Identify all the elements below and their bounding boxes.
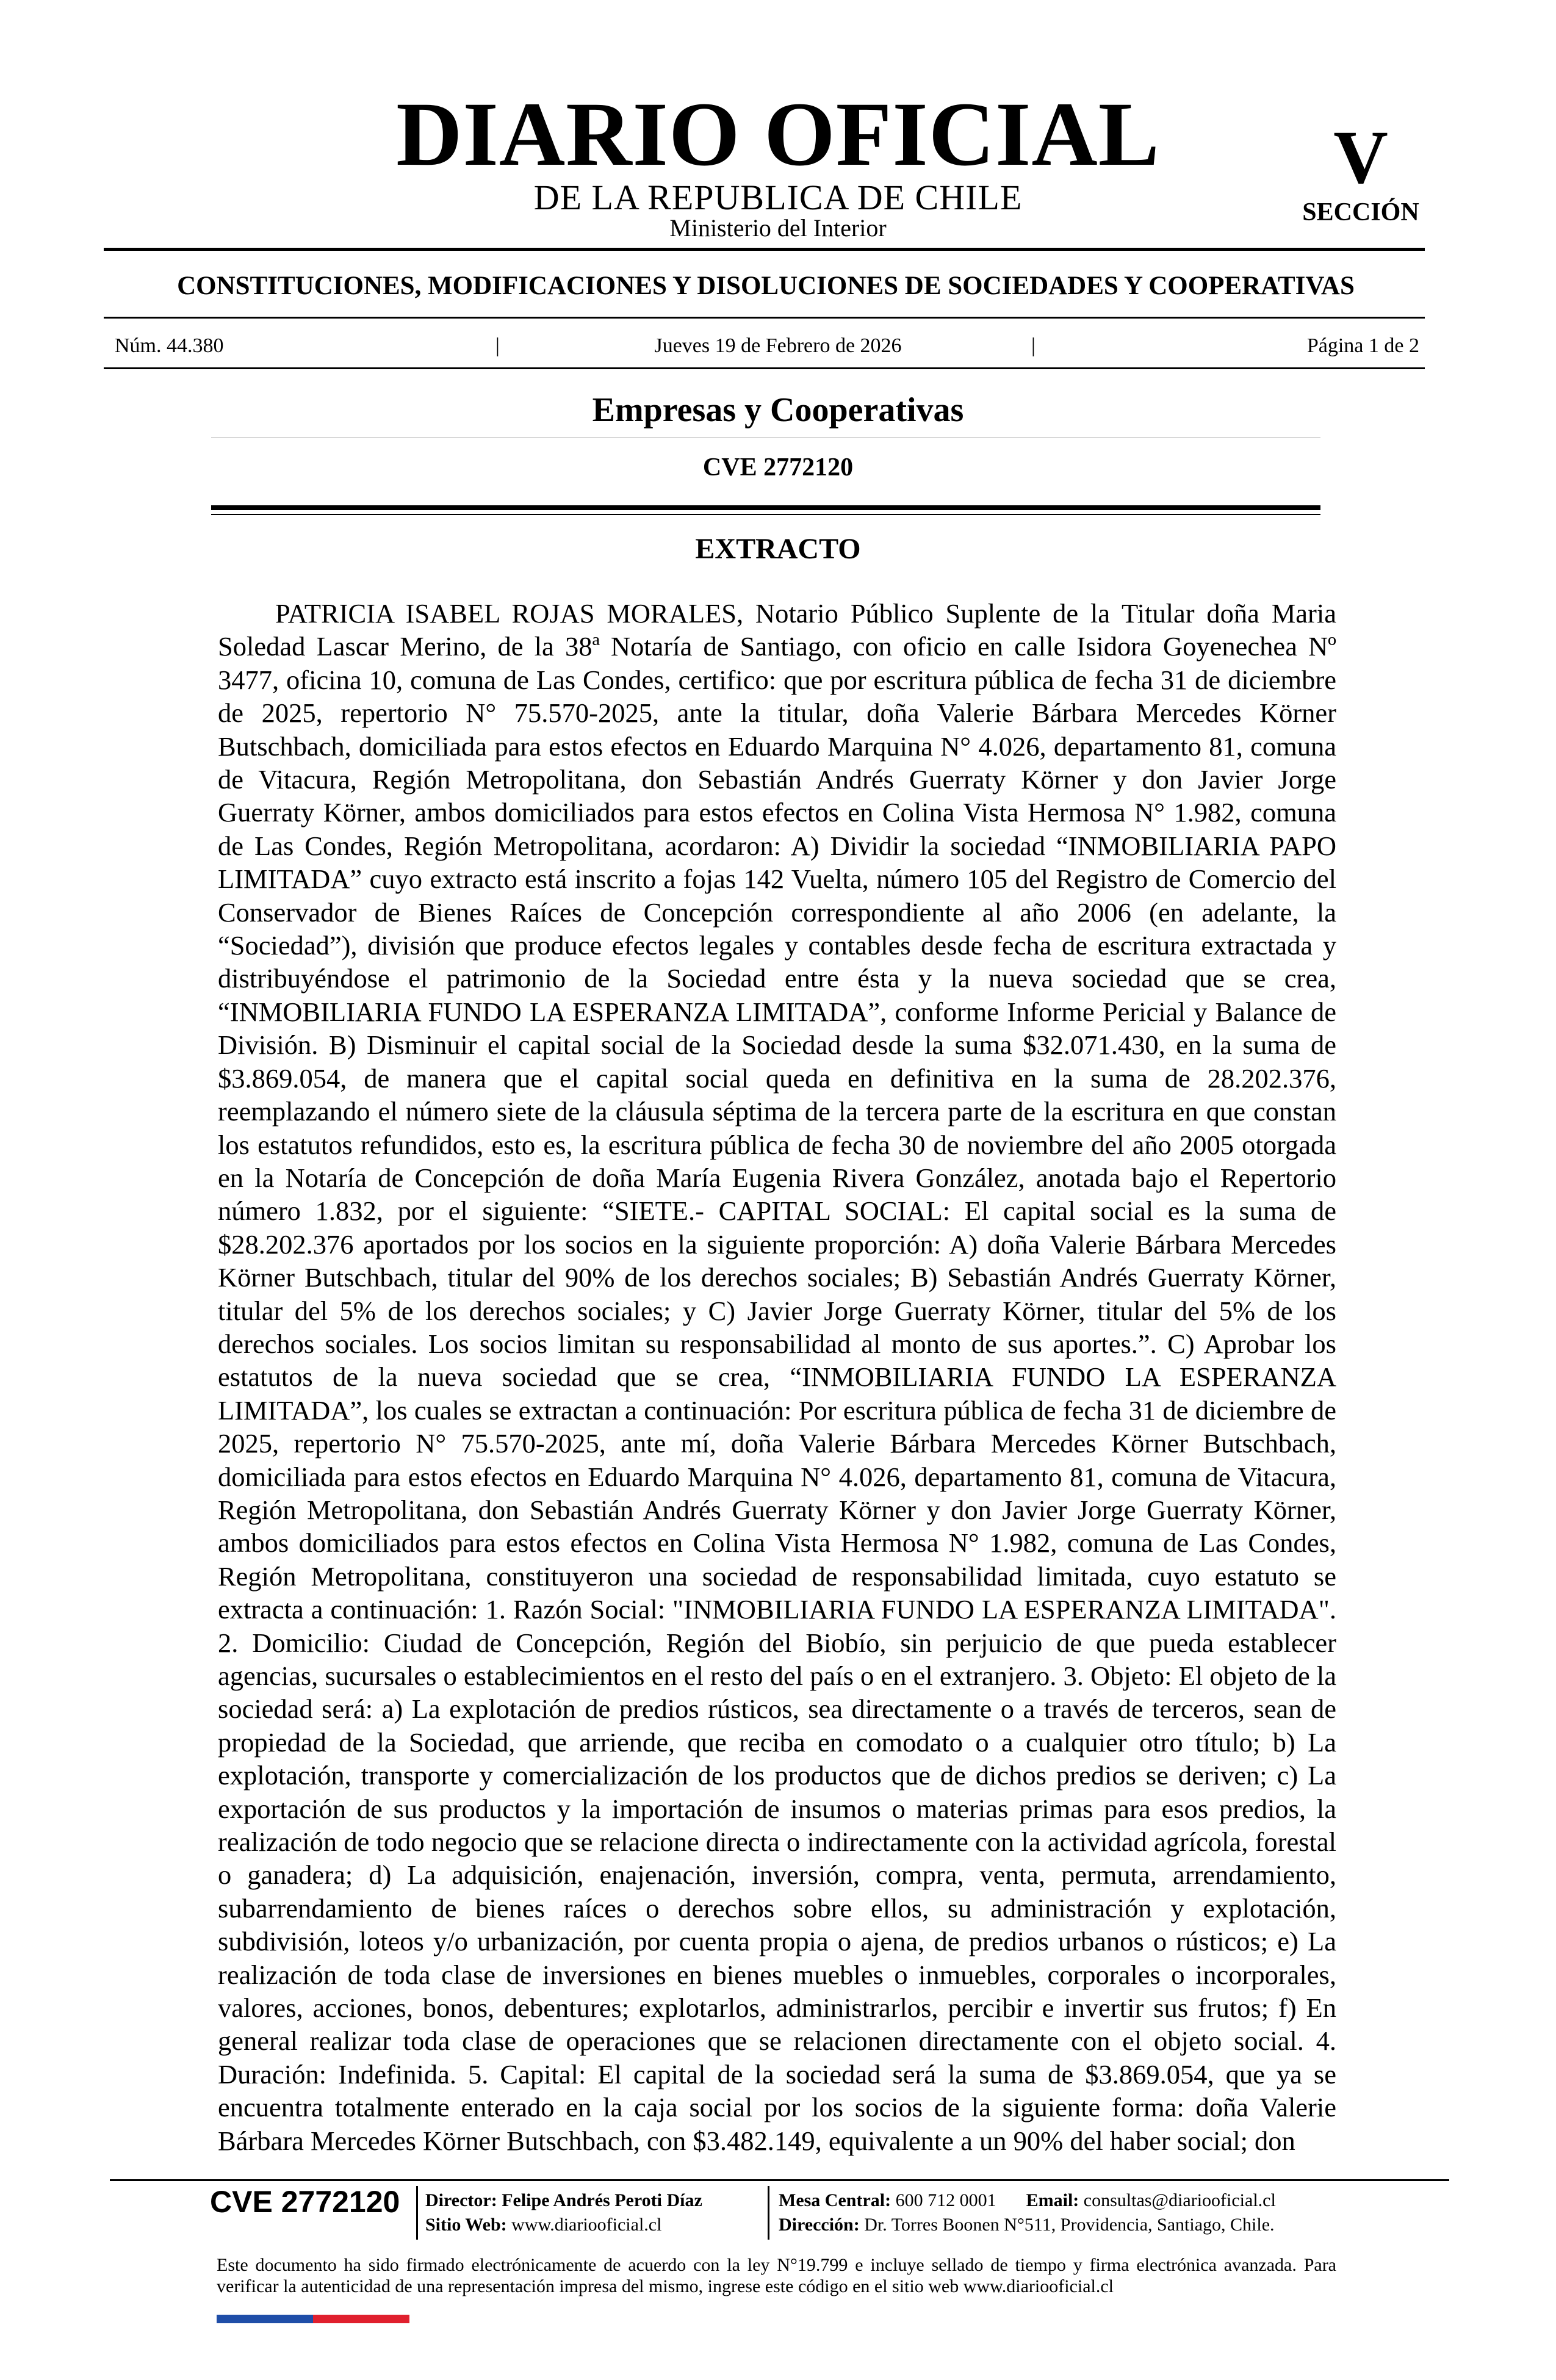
issue-date: Jueves 19 de Febrero de 2026	[654, 334, 902, 357]
footer-contact-line	[779, 2190, 1276, 2212]
email-link[interactable]: consultas@diariooficial.cl	[1083, 2190, 1276, 2210]
header-rule-mid	[104, 317, 1425, 319]
masthead-subtitle: DE LA REPUBLICA DE CHILE	[533, 178, 1023, 217]
section-label: SECCIÓN	[1302, 198, 1419, 226]
director-label: Director:	[425, 2190, 497, 2210]
footer-director-line	[425, 2190, 702, 2212]
section-title: CONSTITUCIONES, MODIFICACIONES Y DISOLUCIONES DE SOCIEDADES Y COOPERATIVAS	[177, 272, 1355, 300]
footer-address-line	[779, 2214, 1275, 2236]
director-value: Felipe Andrés Peroti Díaz	[502, 2190, 702, 2210]
issue-separator-right: |	[1031, 334, 1036, 357]
document-body: PATRICIA ISABEL ROJAS MORALES, Notario Público Suplente de la Titular doña Maria Soledad Lascar Merino, de la 38ª Notaría de Santiago, con oficio en calle Isidora Goyenechea Nº 3477, oficina 10, comuna de Las Condes, certifico: que por escritura pública de fecha 31 de diciembre de 2025, repertorio N° 75.570-2025, ante la titular, doña Valerie Bárbara Mercedes Körner Butschbach, domiciliada para estos efectos en Eduardo Marquina N° 4.026, departamento 81, comuna de Vitacura, Región Metropolitana, don Sebastián Andrés Guerraty Körner y don Javier Jorge Guerraty Körner, ambos domiciliados para estos efectos en Colina Vista Hermosa N° 1.982, comuna de Las Condes, Región Metropolitana, acordaron: A) Dividir la sociedad “INMOBILIARIA PAPO LIMITADA” cuyo extracto está inscrito a fojas 142 Vuelta, número 105 del Registro de Comercio del Conservador de Bienes Raíces de Concepción correspondiente al año 2006 (en adelante, la “Sociedad”), división que produce efectos legales y contables desde fecha de escritura extractada y distribuyéndose el patrimonio de la Sociedad entre ésta y la nueva sociedad que se crea, “INMOBILIARIA FUNDO LA ESPERANZA LIMITADA”, conforme Informe Pericial y Balance de División. B) Disminuir el capital social de la Sociedad desde la suma $32.071.430, en la suma de $3.869.054, de manera que el capital social queda en definitiva en la suma de 28.202.376, reemplazando el número siete de la cláusula séptima de la tercera parte de la escritura en que constan los estatutos refundidos, esto es, la escritura pública de fecha 30 de noviembre del año 2005 otorgada en la Notaría de Concepción de doña María Eugenia Rivera González, anotada bajo el Repertorio número 1.832, por el siguiente: “SIETE.- CAPITAL SOCIAL: El capital social es la suma de $28.202.376 aportados por los socios en la siguiente proporción: A) doña Valerie Bárbara Mercedes Körner Butschbach, titular del 90% de los derechos sociales; B) Sebastián Andrés Guerraty Körner, titular del 5% de los derechos sociales; y C) Javier Jorge Guerraty Körner, titular del 5% de los derechos sociales. Los socios limitan su responsabilidad al monto de sus aportes.”. C) Aprobar los estatutos de la nueva sociedad que se crea, “INMOBILIARIA FUNDO LA ESPERANZA LIMITADA”, los cuales se extractan a continuación: Por escritura pública de fecha 31 de diciembre de 2025, repertorio N° 75.570-2025, ante mí, doña Valerie Bárbara Mercedes Körner Butschbach, domiciliada para estos efectos en Eduardo Marquina N° 4.026, departamento 81, comuna de Vitacura, Región Metropolitana, don Sebastián Andrés Guerraty Körner y don Javier Jorge Guerraty Körner, ambos domiciliados para estos efectos en Colina Vista Hermosa N° 1.982, comuna de Las Condes, Región Metropolitana, constituyeron una sociedad de responsabilidad limitada, cuyo estatuto se extracta a continuación: 1. Razón Social: "INMOBILIARIA FUNDO LA ESPERANZA LIMITADA". 2. Domicilio: Ciudad de Concepción, Región del Biobío, sin perjuicio de que pueda establecer agencias, sucursales o establecimientos en el resto del país o en el extranjero. 3. Objeto: El objeto de la sociedad será: a) La explotación de predios rústicos, sea directamente o a través de terceros, sean de propiedad de la Sociedad, que arriende, que reciba en comodato o a cualquier otro título; b) La explotación, transporte y comercialización de los productos que de dichos predios se deriven; c) La exportación de sus productos y la importación de insumos o materias primas para esos predios, la realización de todo negocio que se relacione directa o indirectamente con la actividad agrícola, forestal o ganadera; d) La adquisición, enajenación, inversión, compra, venta, permuta, arrendamiento, subarrendamiento de bienes raíces o derechos sobre ellos, su administración y explotación, subdivisión, loteos y/o urbanización, por cuenta propia o ajena, de predios urbanos o rústicos; e) La realización de toda clase de inversiones en bienes muebles o inmuebles, corporales o incorporales, valores, acciones, bonos, debentures; explotarlos, administrarlos, percibir e invertir sus frutos; f) En general realizar toda clase de operaciones que se relacionen directamente con el objeto social. 4. Duración: Indefinida. 5. Capital: El capital de la sociedad será la suma de $3.869.054, que ya se encuentra totalmente enterado en la caja social por los socios de la siguiente forma: doña Valerie Bárbara Mercedes Körner Butschbach, con $3.482.149, equivalente a un 90% del haber social; don	[218, 598, 1336, 2156]
issue-page: Página 1 de 2	[1306, 334, 1419, 357]
flag-stripe-red	[313, 2315, 409, 2323]
masthead-ministry: Ministerio del Interior	[669, 214, 887, 242]
cve-rule-thick	[211, 505, 1320, 510]
footer-divider-1	[416, 2186, 418, 2240]
footer-rule	[110, 2179, 1449, 2181]
issue-separator-left: |	[495, 334, 500, 357]
address-label: Dirección:	[779, 2215, 860, 2235]
category-rule	[211, 437, 1320, 438]
cve-code: CVE 2772120	[702, 453, 854, 481]
footer-web-line	[425, 2214, 661, 2236]
header-rule-top	[104, 248, 1425, 251]
document-heading: EXTRACTO	[695, 533, 861, 565]
signature-note: Este documento ha sido firmado electrónicamente de acuerdo con la ley N°19.799 e incluye sellado de tiempo y firma electrónica avanzada. Para verificar la autenticidad de una representación impresa del mismo, ingrese este código en el sitio web www.diariooficial.cl	[217, 2255, 1336, 2296]
footer-cve-code: CVE 2772120	[210, 2185, 400, 2219]
category-title: Empresas y Cooperativas	[592, 391, 964, 429]
issue-number: Núm. 44.380	[115, 334, 224, 357]
footer-divider-2	[768, 2186, 769, 2240]
mesa-value: 600 712 0001	[895, 2190, 996, 2210]
masthead-title: DIARIO OFICIAL	[396, 84, 1160, 185]
email-label: Email:	[1026, 2190, 1079, 2210]
cve-rule-thin	[211, 514, 1320, 515]
section-letter: V	[1333, 115, 1388, 199]
web-label: Sitio Web:	[425, 2215, 507, 2235]
mesa-label: Mesa Central:	[779, 2190, 891, 2210]
web-link[interactable]: www.diariooficial.cl	[511, 2215, 662, 2235]
flag-stripe-blue	[217, 2315, 313, 2323]
header-rule-bottom	[104, 367, 1425, 369]
address-value: Dr. Torres Boonen N°511, Providencia, Santiago, Chile.	[864, 2215, 1275, 2235]
